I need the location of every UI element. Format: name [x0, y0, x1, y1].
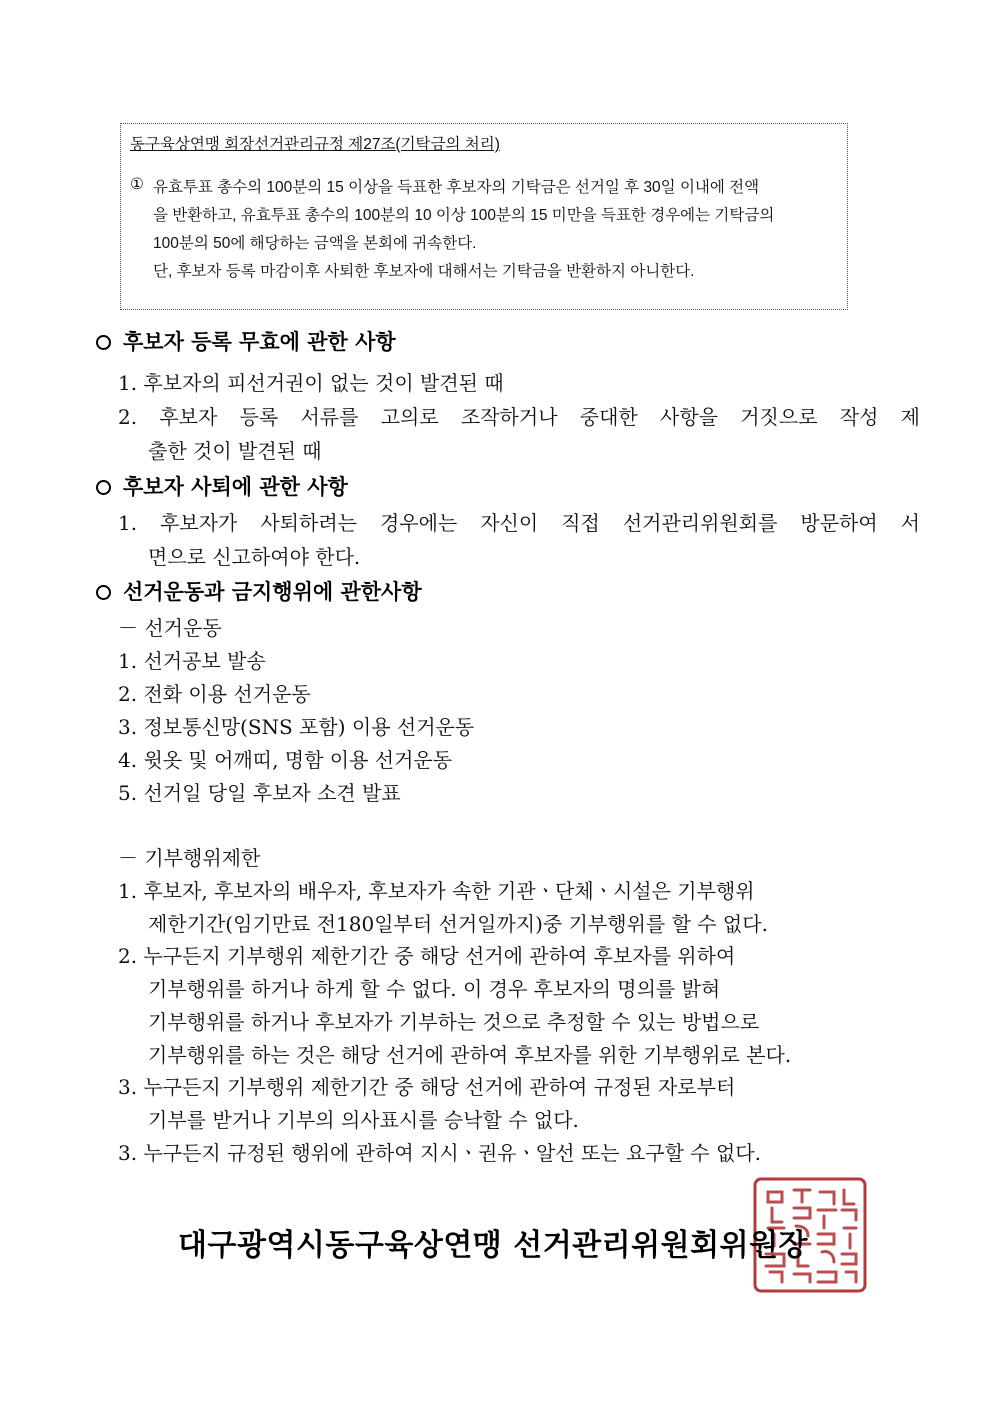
list-item: 2. 누구든지 기부행위 제한기간 중 해당 선거에 관하여 후보자를 위하여 — [118, 944, 736, 968]
list-item: 1. 후보자, 후보자의 배우자, 후보자가 속한 기관ㆍ단체ㆍ시설은 기부행위 — [118, 879, 755, 903]
circle-bullet-icon — [96, 335, 111, 350]
section-heading-candidate-withdrawal — [96, 471, 348, 501]
list-item: 1. 선거공보 발송 — [118, 649, 266, 673]
list-item-continuation: 면으로 신고하여야 한다. — [148, 545, 361, 569]
list-item: 1. 후보자가 사퇴하려는 경우에는 자신이 직접 선거관리위원회를 방문하여 서 — [118, 511, 920, 535]
subsection-label: － 선거운동 — [118, 616, 222, 640]
list-item: 5. 선거일 당일 후보자 소견 발표 — [118, 781, 401, 805]
list-item: 2. 후보자 등록 서류를 고의로 조작하거나 중대한 사항을 거짓으로 작성 제 — [118, 405, 920, 429]
subsection-label: － 기부행위제한 — [118, 846, 261, 870]
regulation-notice-box — [120, 123, 848, 310]
list-item: 3. 누구든지 기부행위 제한기간 중 해당 선거에 관하여 규정된 자로부터 — [118, 1075, 736, 1099]
list-item: 2. 전화 이용 선거운동 — [118, 682, 311, 706]
circle-bullet-icon — [96, 585, 111, 600]
notice-line-4: 단, 후보자 등록 마감이후 사퇴한 후보자에 대해서는 기탁금을 반환하지 아니한다. — [153, 263, 695, 280]
section-heading-campaign-prohibitions — [96, 576, 422, 606]
list-item: 4. 윗옷 및 어깨띠, 명함 이용 선거운동 — [118, 748, 453, 772]
list-item-continuation: 기부행위를 하거나 후보자가 기부하는 것으로 추정할 수 있는 방법으로 — [148, 1010, 760, 1034]
list-item: 3. 정보통신망(SNS 포함) 이용 선거운동 — [118, 715, 475, 739]
section-heading-text: 후보자 등록 무효에 관한 사항 — [123, 330, 396, 354]
section-heading-text: 선거운동과 금지행위에 관한사항 — [123, 580, 422, 604]
list-item: 3. 누구든지 규정된 행위에 관하여 지시ㆍ권유ㆍ알선 또는 요구할 수 없다. — [118, 1141, 761, 1165]
notice-line-3: 100분의 50에 해당하는 금액을 본회에 귀속한다. — [153, 235, 477, 252]
circle-bullet-icon — [96, 480, 111, 495]
list-item: 1. 후보자의 피선거권이 없는 것이 발견된 때 — [118, 371, 504, 395]
notice-line-1: 유효투표 총수의 100분의 15 이상을 득표한 후보자의 기탁금은 선거일 후 30일 이내에 전액 — [153, 179, 760, 196]
list-item-continuation: 제한기간(임기만료 전180일부터 선거일까지)중 기부행위를 할 수 없다. — [148, 912, 768, 936]
notice-item-marker: ① — [130, 176, 144, 193]
signature-line: 대구광역시동구육상연맹 선거관리위원회위원장 — [178, 1228, 809, 1263]
section-heading-text: 후보자 사퇴에 관한 사항 — [123, 475, 348, 499]
notice-title: 동구육상연맹 회장선거관리규정 제27조(기탁금의 처리) — [130, 136, 500, 153]
list-item-continuation: 기부를 받거나 기부의 의사표시를 승낙할 수 없다. — [148, 1108, 579, 1132]
list-item-continuation: 기부행위를 하는 것은 해당 선거에 관하여 후보자를 위한 기부행위로 본다. — [148, 1043, 792, 1067]
list-item-continuation: 출한 것이 발견된 때 — [148, 439, 322, 463]
section-heading-invalid-registration — [96, 326, 396, 356]
list-item-continuation: 기부행위를 하거나 하게 할 수 없다. 이 경우 후보자의 명의를 밝혀 — [148, 977, 721, 1001]
notice-line-2: 을 반환하고, 유효투표 총수의 100분의 10 이상 100분의 15 미만을 득표한 경우에는 기탁금의 — [153, 207, 775, 224]
